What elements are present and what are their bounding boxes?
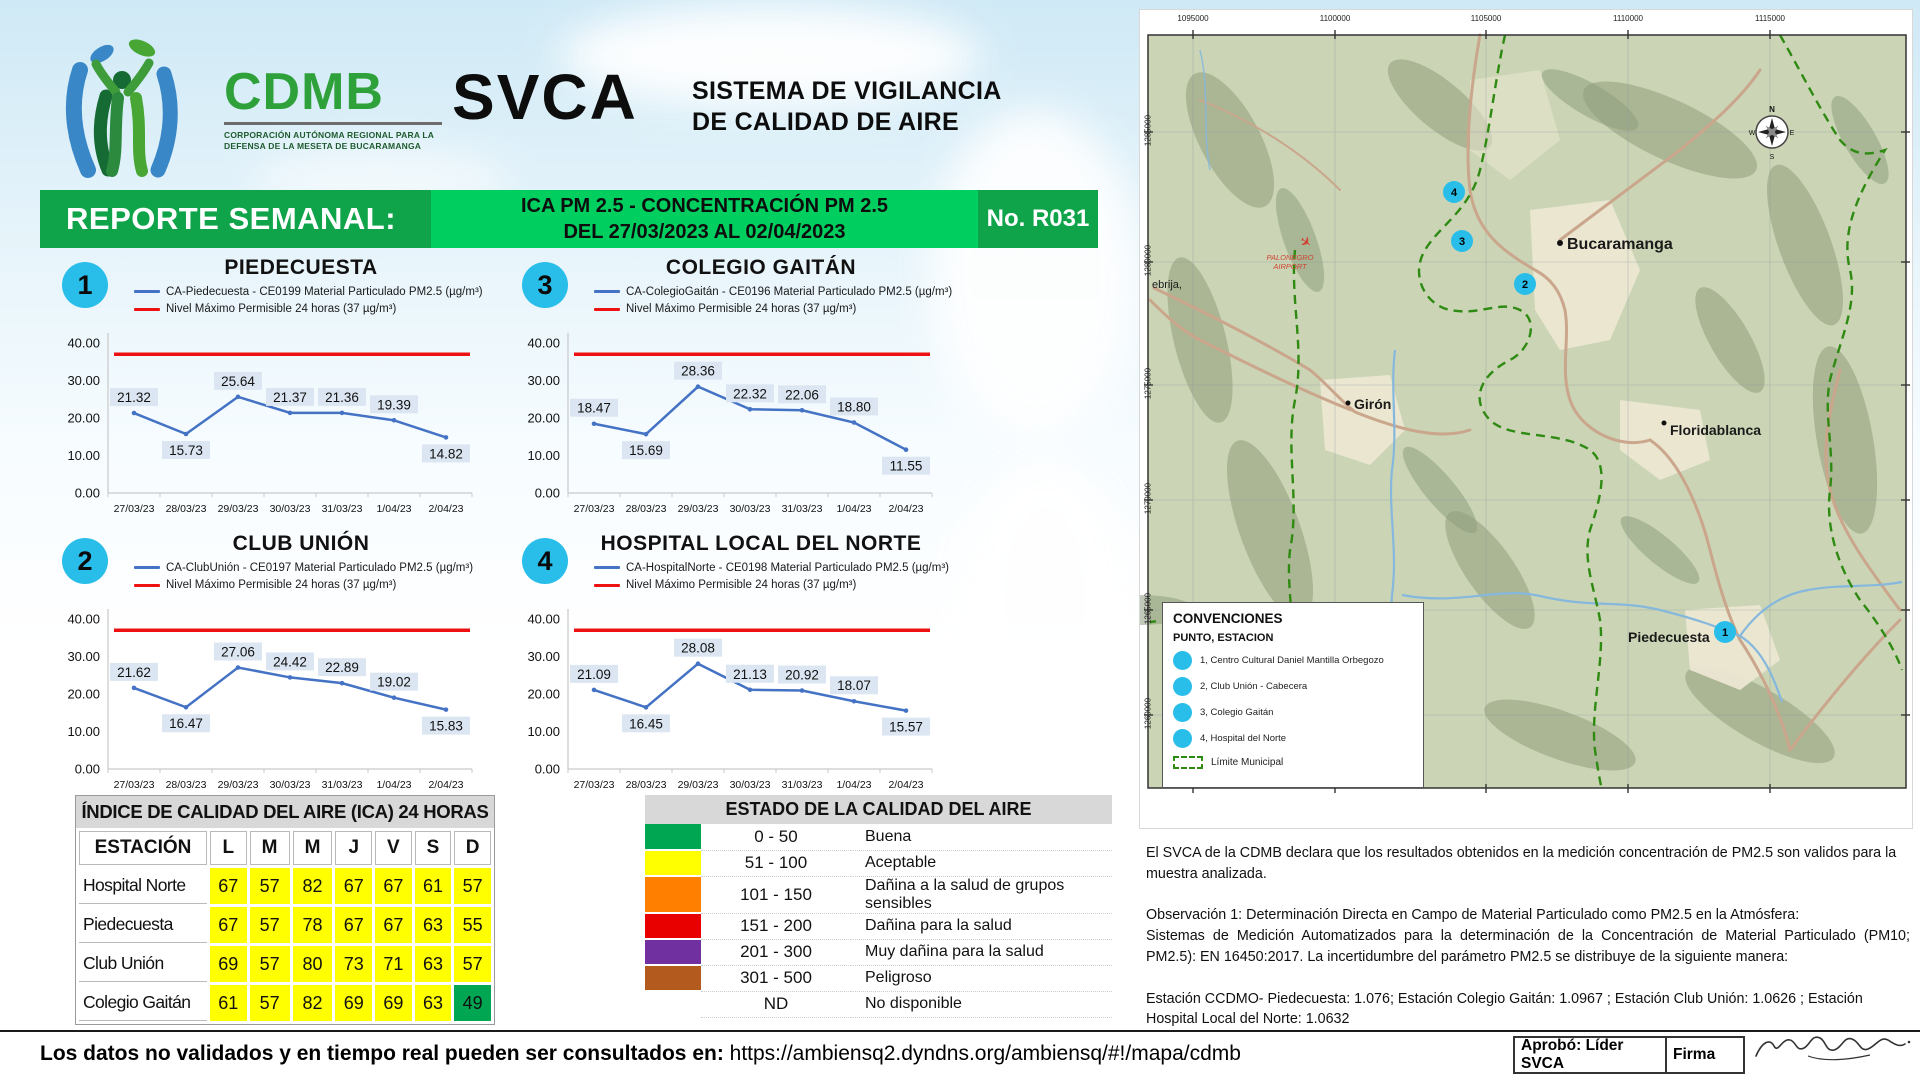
uncertainty-paragraph: Estación CCDMO- Piedecuesta: 1.076; Estación Colegio Gaitán: 1.0967 ; Estación Club Unión: 1.0626 ; Estación Hospital Local del Norte: 1.0632 (1146, 990, 1863, 1028)
map-marker-1: 1 (1721, 627, 1729, 639)
ica-value-cell: 78 (293, 907, 333, 943)
svg-text:2/04/23: 2/04/23 (428, 778, 464, 791)
svg-text:11.55: 11.55 (889, 458, 923, 474)
aqi-legend-row (645, 850, 1112, 876)
ica-value-cell: 63 (415, 985, 452, 1021)
legend-limit-label: Nivel Máximo Permisible 24 horas (37 µg/m³) (166, 579, 397, 592)
map-coordinate-label: 1275000 (1143, 367, 1153, 400)
svg-text:30.00: 30.00 (527, 648, 560, 664)
svg-text:21.09: 21.09 (577, 666, 611, 682)
station-number-badge: 1 (62, 262, 108, 308)
approval-table (1513, 1036, 1745, 1074)
svg-text:1/04/23: 1/04/23 (376, 502, 412, 515)
line-chart (508, 321, 938, 533)
map-legend-item: 3, Colegio Gaitán (1173, 703, 1413, 722)
map-legend-title: CONVENCIONES (1173, 611, 1283, 626)
station-dot-icon (1173, 651, 1192, 670)
aqi-legend-row (645, 939, 1112, 965)
page-subtitle-line2: DE CALIDAD DE AIRE (692, 108, 959, 137)
ica-value-cell: 57 (250, 946, 290, 982)
svg-text:29/03/23: 29/03/23 (217, 502, 259, 515)
ica-value-cell: 63 (415, 907, 452, 943)
footer-note (40, 1042, 1241, 1066)
map-coordinate-label: 1095000 (1177, 14, 1209, 23)
ica-value-cell: 67 (210, 868, 247, 904)
chart-card-club-union (48, 532, 484, 808)
ica-column-header: M (293, 831, 333, 865)
legend-limit-label: Nivel Máximo Permisible 24 horas (37 µg/m³) (626, 579, 857, 592)
ica-value-cell: 67 (210, 907, 247, 943)
svg-text:S: S (1769, 154, 1775, 161)
aqi-label: Aceptable (851, 850, 1112, 876)
svg-text:21.36: 21.36 (325, 389, 359, 405)
aqi-label: Peligroso (851, 965, 1112, 991)
place-label-bucaramanga: Bucaramanga (1567, 236, 1673, 253)
svg-text:N: N (1769, 105, 1775, 114)
legend-series-label: CA-HospitalNorte - CE0198 Material Particulado PM2.5 (µg/m³) (626, 562, 949, 574)
svg-text:40.00: 40.00 (67, 335, 100, 350)
map-coordinate-label: 1260000 (1143, 697, 1153, 730)
map-legend-item: 4, Hospital del Norte (1173, 729, 1413, 748)
svg-text:28.08: 28.08 (681, 640, 715, 656)
station-map (1140, 10, 1912, 828)
aqi-state-legend (645, 795, 1112, 1018)
map-marker-2: 2 (1521, 279, 1529, 291)
svg-text:24.42: 24.42 (273, 653, 307, 669)
svg-text:E: E (1789, 130, 1795, 137)
svg-text:20.92: 20.92 (785, 667, 819, 683)
table-row (79, 985, 491, 1021)
svg-text:PALONEGRO: PALONEGRO (1266, 253, 1314, 262)
ica-header-row (79, 831, 491, 865)
station-name: Colegio Gaitán (79, 985, 207, 1021)
svg-text:27/03/23: 27/03/23 (573, 502, 615, 515)
chart-card-piedecuesta (48, 256, 484, 532)
ica-value-cell: 73 (335, 946, 372, 982)
ica-column-header: V (375, 831, 412, 865)
map-coordinate-label: 1105000 (1470, 14, 1502, 23)
page-title: SVCA (452, 61, 638, 133)
svg-text:27/03/23: 27/03/23 (573, 778, 615, 791)
svg-text:28.36: 28.36 (681, 363, 715, 379)
svg-text:20.00: 20.00 (67, 686, 100, 701)
map-legend-subtitle: PUNTO, ESTACION (1173, 632, 1274, 644)
svg-text:15.69: 15.69 (629, 442, 663, 458)
map-coordinate-label: 1115000 (1755, 14, 1785, 23)
aqi-legend-body (645, 824, 1112, 1017)
boundary-label: Límite Municipal (1211, 757, 1284, 768)
svg-text:2/04/23: 2/04/23 (428, 502, 464, 515)
svg-text:29/03/23: 29/03/23 (217, 778, 259, 791)
ica-value-cell: 69 (335, 985, 372, 1021)
svg-text:30.00: 30.00 (527, 372, 560, 388)
svg-text:2/04/23: 2/04/23 (888, 778, 924, 791)
station-name: Piedecuesta (79, 907, 207, 943)
footer-divider (0, 1030, 1920, 1032)
svg-text:15.73: 15.73 (169, 442, 203, 458)
ica-table (75, 795, 495, 1025)
svg-text:27/03/23: 27/03/23 (113, 778, 155, 791)
series-line-icon (594, 566, 620, 569)
chart-card-hospital-norte (508, 532, 949, 808)
ica-value-cell: 71 (375, 946, 412, 982)
aqi-legend-title: ESTADO DE LA CALIDAD DEL AIRE (645, 795, 1112, 824)
svg-text:27.06: 27.06 (221, 644, 255, 660)
aqi-range: 101 - 150 (701, 876, 851, 913)
svg-text:21.62: 21.62 (117, 664, 151, 680)
footer-note-label: Los datos no validados y en tiempo real pueden ser consultados en: (40, 1042, 724, 1065)
svg-text:1/04/23: 1/04/23 (836, 502, 872, 515)
aqi-range: 201 - 300 (701, 939, 851, 965)
map-legend-item: 1, Centro Cultural Daniel Mantilla Orbegozo (1173, 651, 1413, 670)
ica-value-cell: 57 (250, 868, 290, 904)
chart-title: PIEDECUESTA (224, 256, 378, 279)
series-line-icon (134, 290, 160, 293)
ica-value-cell: 57 (454, 946, 491, 982)
svg-text:40.00: 40.00 (527, 611, 560, 626)
chart-card-colegio-gaitan (508, 256, 953, 532)
declaration-paragraph: El SVCA de la CDMB declara que los resultados obtenidos en la medición concentración de PM2.5 son validos para la muestra analizada. (1146, 845, 1897, 882)
ica-value-cell: 55 (454, 907, 491, 943)
chart-legend (594, 560, 949, 595)
svg-text:0.00: 0.00 (74, 761, 100, 776)
svg-text:28/03/23: 28/03/23 (625, 502, 667, 515)
map-marker-4: 4 (1450, 187, 1458, 199)
aqi-range: 151 - 200 (701, 913, 851, 939)
map-legend-item: 2, Club Unión - Cabecera (1173, 677, 1413, 696)
aqi-range: 301 - 500 (701, 965, 851, 991)
limit-line-icon (594, 584, 620, 587)
map-legend (1162, 602, 1424, 788)
chart-title: COLEGIO GAITÁN (665, 256, 857, 279)
svg-text:40.00: 40.00 (67, 611, 100, 626)
ica-column-header: J (335, 831, 372, 865)
aqi-label: Muy dañina para la salud (851, 939, 1112, 965)
map-coordinate-label: 1285000 (1143, 114, 1153, 147)
banner-period-line1: ICA PM 2.5 - CONCENTRACIÓN PM 2.5 (520, 195, 889, 217)
ica-column-header: D (454, 831, 491, 865)
ica-column-header: ESTACIÓN (79, 831, 207, 865)
svg-text:0.00: 0.00 (74, 485, 100, 500)
map-marker-3: 3 (1458, 236, 1466, 248)
aqi-label: Dañina a la salud de grupos sensibles (851, 876, 1112, 913)
map-coordinate-label: 1270000 (1143, 482, 1153, 515)
svg-text:21.13: 21.13 (733, 666, 767, 682)
aqi-label: Dañina para la salud (851, 913, 1112, 939)
aqi-label: Buena (851, 824, 1112, 850)
aqi-label: No disponible (851, 991, 1112, 1017)
observation-line1: Observación 1: Determinación Directa en Campo de Material Particulado como PM2.5 en la Atmósfera: (1146, 907, 1800, 924)
aqi-legend-row (645, 991, 1112, 1017)
legend-series-label: CA-ClubUnión - CE0197 Material Particulado PM2.5 (µg/m³) (166, 562, 474, 574)
legend-limit-label: Nivel Máximo Permisible 24 horas (37 µg/m³) (626, 303, 857, 316)
svg-text:28/03/23: 28/03/23 (625, 778, 667, 791)
ica-value-cell: 67 (375, 907, 412, 943)
svg-text:30/03/23: 30/03/23 (729, 778, 771, 791)
svg-text:25.64: 25.64 (221, 373, 255, 389)
aqi-color-swatch (645, 965, 701, 991)
place-label-lebrija: ebrija, (1152, 279, 1182, 291)
ica-value-cell: 82 (293, 868, 333, 904)
svg-text:19.02: 19.02 (377, 674, 411, 690)
svg-text:21.32: 21.32 (117, 389, 151, 405)
ica-column-header: S (415, 831, 452, 865)
svg-text:20.00: 20.00 (67, 410, 100, 425)
svg-text:29/03/23: 29/03/23 (677, 778, 719, 791)
map-coordinate-label: 1100000 (1319, 14, 1351, 23)
svg-text:19.39: 19.39 (377, 396, 411, 412)
place-label-giron: Girón (1354, 396, 1392, 412)
ica-value-cell: 69 (210, 946, 247, 982)
svg-text:0.00: 0.00 (534, 761, 560, 776)
svg-text:31/03/23: 31/03/23 (781, 502, 823, 515)
aqi-color-swatch (645, 850, 701, 876)
station-dot-icon (1173, 729, 1192, 748)
table-row (79, 907, 491, 943)
cdmb-logo-icon (52, 38, 222, 183)
map-legend-boundary (1173, 756, 1413, 769)
aqi-color-swatch (645, 876, 701, 913)
svg-text:22.89: 22.89 (325, 659, 359, 675)
svg-text:W: W (1748, 130, 1756, 137)
station-number-badge: 2 (62, 538, 108, 584)
logo-underline (224, 122, 442, 125)
line-chart (508, 597, 938, 809)
station-name: Club Unión (79, 946, 207, 982)
legend-limit-label: Nivel Máximo Permisible 24 horas (37 µg/m³) (166, 303, 397, 316)
ica-value-cell: 49 (454, 985, 491, 1021)
ica-value-cell: 80 (293, 946, 333, 982)
svg-text:30/03/23: 30/03/23 (269, 778, 311, 791)
svg-text:27/03/23: 27/03/23 (113, 502, 155, 515)
table-row (79, 868, 491, 904)
report-number-badge: No. R031 (978, 190, 1098, 248)
svg-text:10.00: 10.00 (67, 723, 100, 739)
svg-text:14.82: 14.82 (429, 445, 463, 461)
svg-text:31/03/23: 31/03/23 (321, 778, 363, 791)
svg-text:30/03/23: 30/03/23 (269, 502, 311, 515)
legend-series-label: CA-ColegioGaitán - CE0196 Material Particulado PM2.5 (µg/m³) (626, 286, 953, 298)
svg-text:22.06: 22.06 (785, 386, 819, 402)
aqi-legend-row (645, 876, 1112, 913)
limit-line-icon (594, 308, 620, 311)
svg-text:20.00: 20.00 (527, 410, 560, 425)
aqi-legend-row (645, 913, 1112, 939)
aqi-color-swatch (645, 991, 701, 1017)
signature-label: Firma (1673, 1046, 1716, 1063)
ica-value-cell: 61 (210, 985, 247, 1021)
page-subtitle (692, 76, 1002, 139)
ica-value-cell: 63 (415, 946, 452, 982)
svg-text:2/04/23: 2/04/23 (888, 502, 924, 515)
table-row (79, 946, 491, 982)
chart-title: HOSPITAL LOCAL DEL NORTE (600, 532, 922, 555)
aqi-legend-row (645, 965, 1112, 991)
svg-text:30/03/23: 30/03/23 (729, 502, 771, 515)
svg-text:28/03/23: 28/03/23 (165, 502, 207, 515)
ica-table-body (79, 831, 491, 1021)
observation-paragraph (1146, 905, 1910, 967)
footer-url-link[interactable]: https://ambiensq2.dyndns.org/ambiensq/#!/mapa/cdmb (729, 1042, 1241, 1065)
svg-text:10.00: 10.00 (527, 447, 560, 463)
legend-series-label: CA-Piedecuesta - CE0199 Material Particulado PM2.5 (µg/m³) (166, 286, 483, 298)
series-line-icon (594, 290, 620, 293)
svg-text:18.47: 18.47 (577, 400, 611, 416)
limit-line-icon (134, 584, 160, 587)
station-number-badge: 3 (522, 262, 568, 308)
approved-by-label: Aprobó: Líder SVCA (1515, 1038, 1667, 1072)
svg-text:10.00: 10.00 (67, 447, 100, 463)
svg-text:15.57: 15.57 (889, 719, 923, 735)
ica-column-header: M (250, 831, 290, 865)
chart-legend (134, 560, 484, 595)
limit-line-icon (134, 308, 160, 311)
chart-title: CLUB UNIÓN (232, 532, 370, 555)
svg-text:22.32: 22.32 (733, 385, 767, 401)
observation-body: Sistemas de Medición Automatizados para la determinación de la Concentración de Material Particulado (PM10; PM2.5): EN 16450:2017. La incertidumbre del parámetro PM2.5 se distribuye de la siguiente manera: (1146, 928, 1910, 965)
notes-section (1146, 843, 1910, 1051)
report-banner (40, 190, 1098, 248)
banner-report-label: REPORTE SEMANAL: (40, 190, 431, 248)
ica-value-cell: 69 (375, 985, 412, 1021)
svg-text:21.37: 21.37 (273, 389, 307, 405)
place-label-piedecuesta: Piedecuesta (1628, 629, 1710, 645)
ica-value-cell: 57 (250, 985, 290, 1021)
svg-text:15.83: 15.83 (429, 718, 463, 734)
aqi-color-swatch (645, 824, 701, 850)
station-dot-icon (1173, 677, 1192, 696)
ica-value-cell: 57 (454, 868, 491, 904)
chart-legend (134, 284, 484, 319)
svg-text:AIRPORT: AIRPORT (1273, 262, 1307, 271)
map-coordinate-label: 1280000 (1143, 244, 1153, 277)
ica-table-title: ÍNDICE DE CALIDAD DEL AIRE (ICA) 24 HORAS (76, 796, 494, 828)
banner-period (431, 190, 978, 248)
ica-value-cell: 67 (335, 907, 372, 943)
svg-text:18.07: 18.07 (837, 677, 871, 693)
svg-text:18.80: 18.80 (837, 399, 871, 414)
ica-value-cell: 57 (250, 907, 290, 943)
chart-legend (594, 284, 953, 319)
series-line-icon (134, 566, 160, 569)
svg-text:31/03/23: 31/03/23 (321, 502, 363, 515)
ica-value-cell: 82 (293, 985, 333, 1021)
svg-text:40.00: 40.00 (527, 335, 560, 350)
banner-period-line2: DEL 27/03/2023 AL 02/04/2023 (563, 221, 846, 243)
boundary-dash-icon (1173, 756, 1203, 769)
svg-text:28/03/23: 28/03/23 (165, 778, 207, 791)
aqi-range: 51 - 100 (701, 850, 851, 876)
page-subtitle-line1: SISTEMA DE VIGILANCIA (692, 77, 1002, 105)
ica-value-cell: 61 (415, 868, 452, 904)
svg-text:30.00: 30.00 (67, 648, 100, 664)
station-dot-icon (1173, 703, 1192, 722)
station-name: Hospital Norte (79, 868, 207, 904)
logo-subtitle: CORPORACIÓN AUTÓNOMA REGIONAL PARA LA DEFENSA DE LA MESETA DE BUCARAMANGA (224, 130, 434, 152)
aqi-color-swatch (645, 939, 701, 965)
cloud-decoration (930, 110, 1140, 440)
svg-text:16.47: 16.47 (169, 715, 203, 731)
line-chart (48, 321, 478, 533)
svg-text:✈: ✈ (1296, 231, 1316, 252)
aqi-range: 0 - 50 (701, 824, 851, 850)
svg-text:1/04/23: 1/04/23 (836, 778, 872, 791)
line-chart (48, 597, 478, 809)
aqi-legend-row (645, 824, 1112, 850)
svg-text:16.45: 16.45 (629, 715, 663, 731)
aqi-color-swatch (645, 913, 701, 939)
logo-acronym: CDMB (224, 63, 384, 121)
cdmb-logo (52, 38, 472, 188)
signature-image (1752, 1022, 1912, 1074)
ica-value-cell: 67 (375, 868, 412, 904)
place-label-floridablanca: Floridablanca (1670, 422, 1762, 438)
svg-text:31/03/23: 31/03/23 (781, 778, 823, 791)
svg-text:29/03/23: 29/03/23 (677, 502, 719, 515)
station-number-badge: 4 (522, 538, 568, 584)
ica-column-header: L (210, 831, 247, 865)
svg-text:10.00: 10.00 (527, 723, 560, 739)
svg-text:30.00: 30.00 (67, 372, 100, 388)
aqi-range: ND (701, 991, 851, 1017)
svg-text:0.00: 0.00 (534, 485, 560, 500)
ica-value-cell: 67 (335, 868, 372, 904)
svg-text:20.00: 20.00 (527, 686, 560, 701)
cloud-decoration (960, 460, 1130, 740)
map-coordinate-label: 1110000 (1613, 14, 1643, 23)
svg-text:1/04/23: 1/04/23 (376, 778, 412, 791)
map-coordinate-label: 1265000 (1143, 592, 1153, 625)
